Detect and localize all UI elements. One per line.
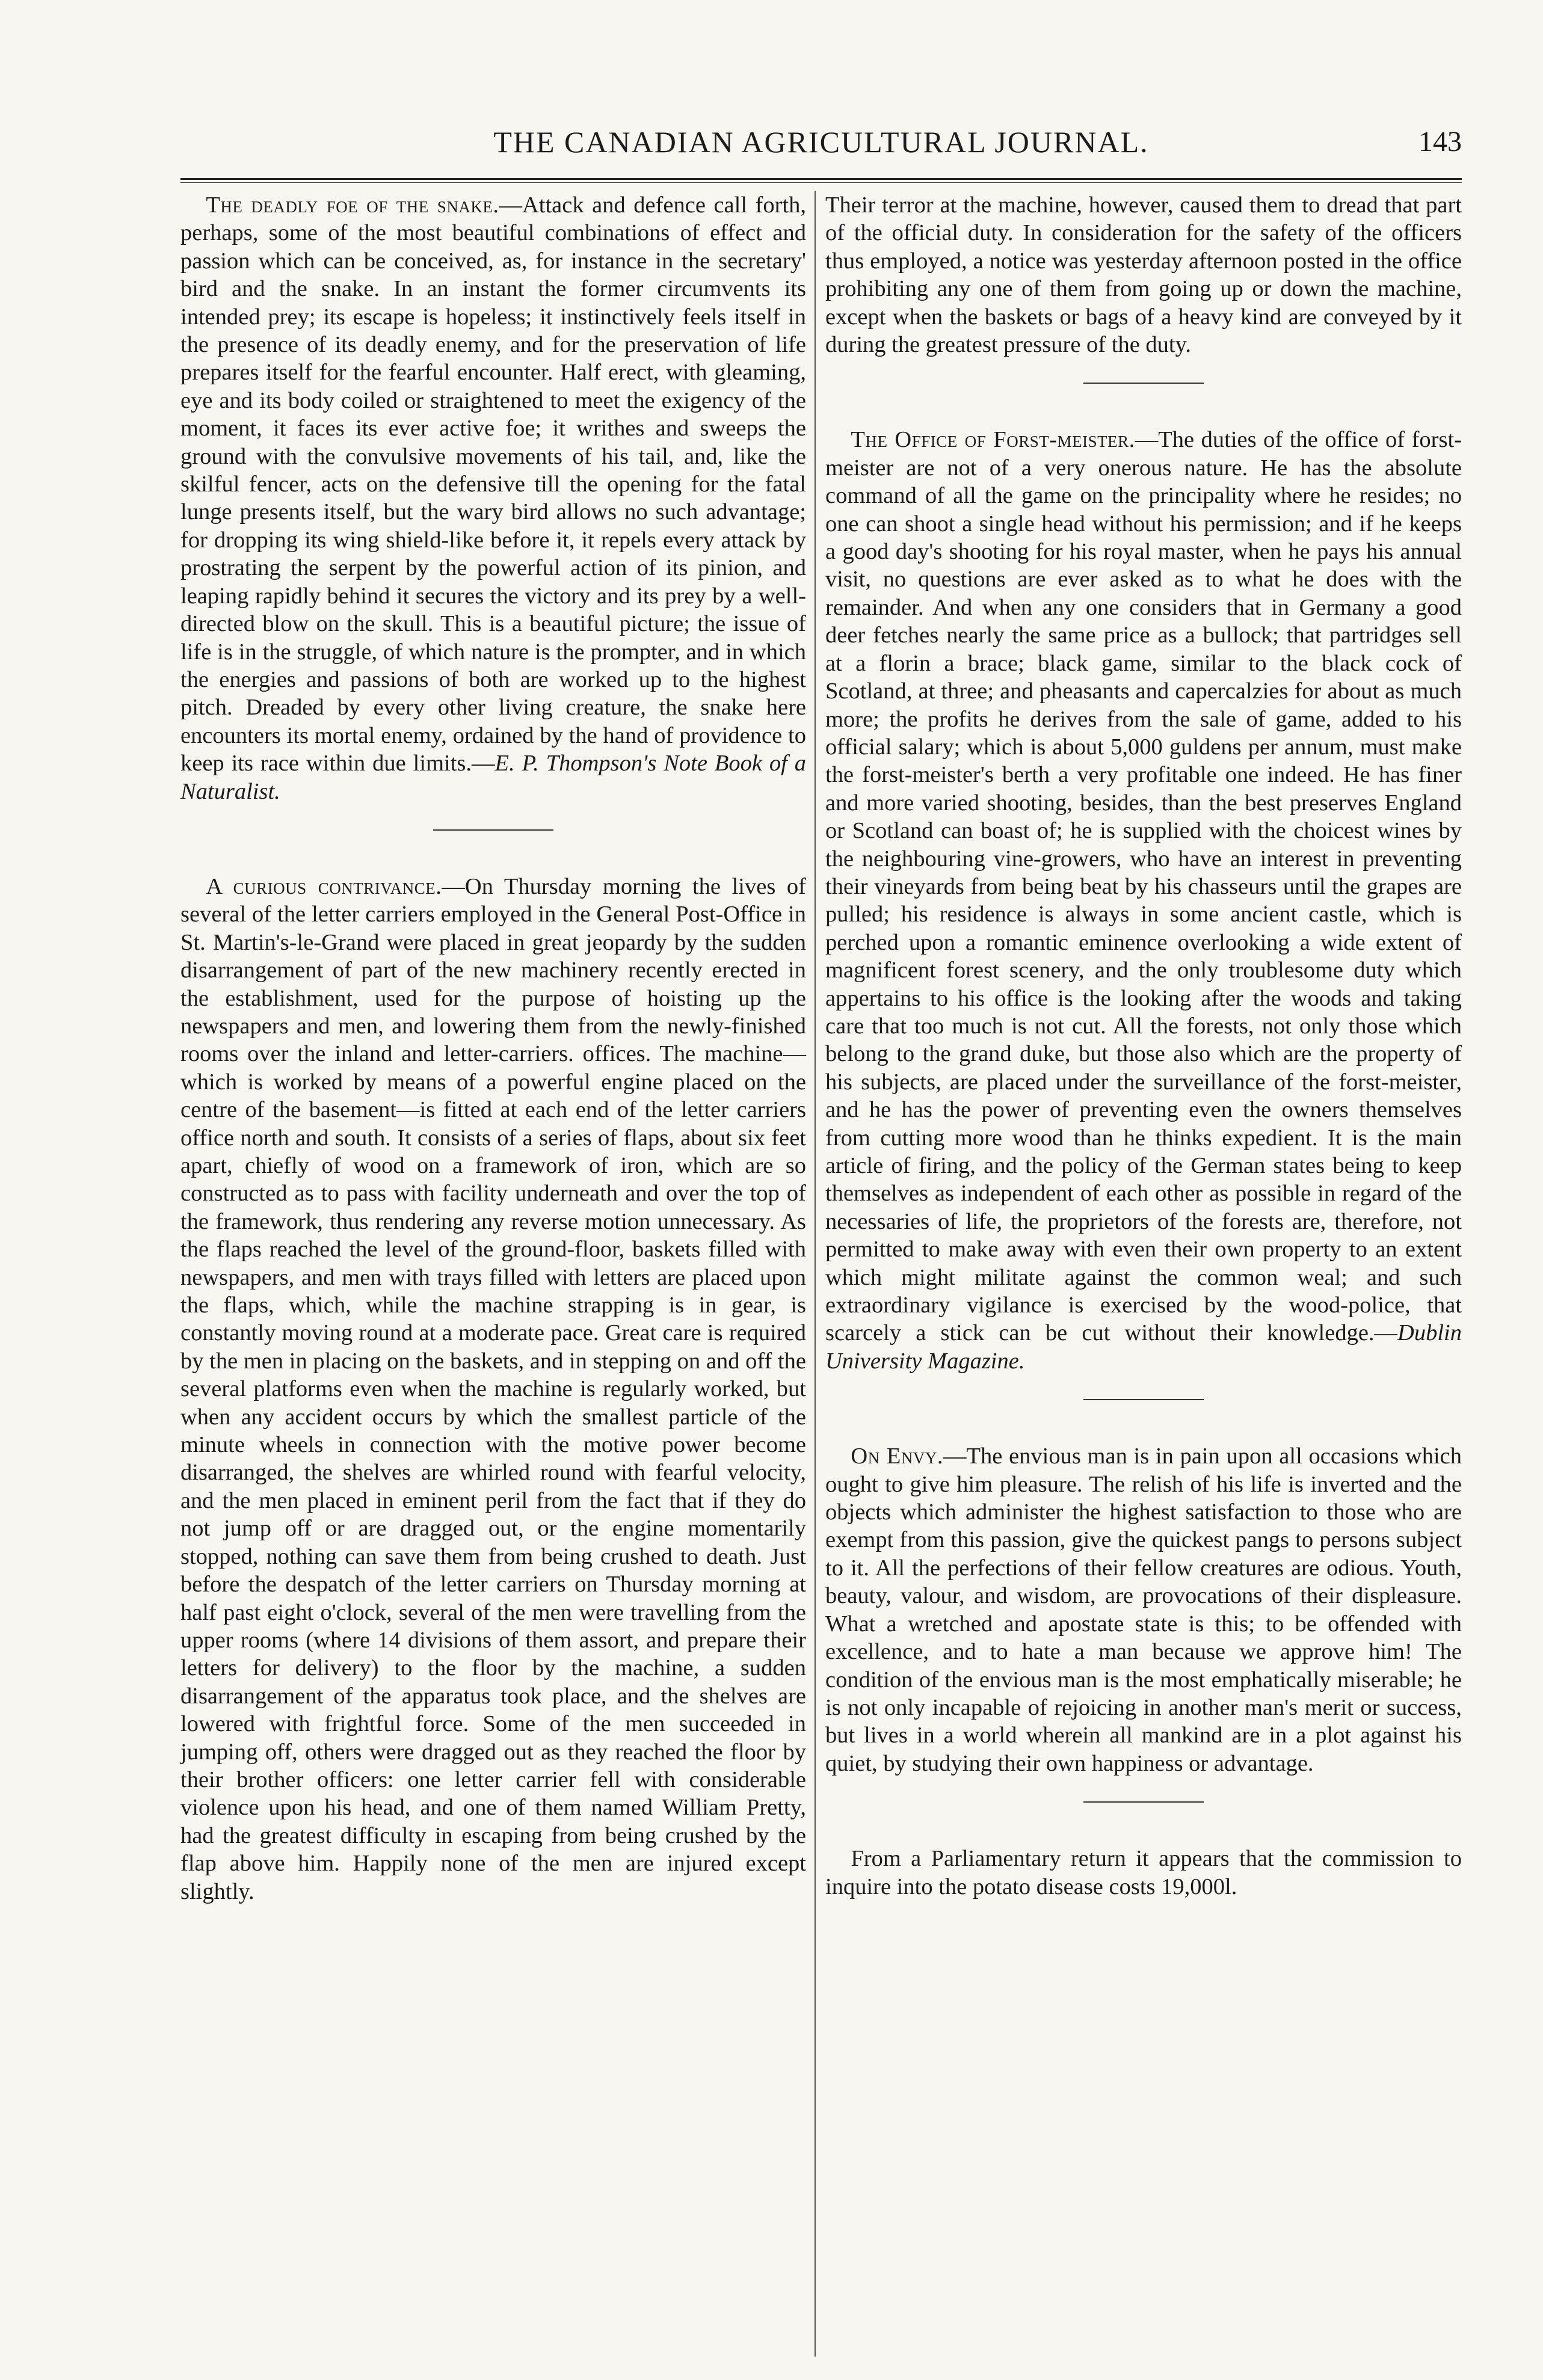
article-separator [1083,1399,1204,1400]
article-envy [825,1442,1462,1777]
article-separator [433,829,553,831]
article-lead: A curious contrivance. [206,873,442,899]
article-source: Dublin University Magazine. [825,1320,1462,1374]
article-separator [1083,1801,1204,1803]
article-body: From a Parliamentary return it appears that the commission to inquire into the potato disease costs 19,000l. [825,1846,1462,1899]
running-title: THE CANADIAN AGRICULTURAL JOURNAL. [493,125,1149,159]
article-body: —The envious man is in pain upon all occasions which ought to give him pleasure. The relish of his life is inverted and the objects which administer the highest satisfaction to those who are exempt from this passion, give the quickest pangs to persons subject to it. All the perfections of their fellow creatures are odious. Youth, beauty, valour, and wisdom, are provocations of their displeasure. What a wretched and apostate state is this; to be offended with excellence, and to hate a man because we approve him! The condition of the envious man is the most emphatically miserable; he is not only incapable of rejoicing in another man's merit or success, but lives in a world wherein all mankind are in a plot against his quiet, by studying their own happiness or advantage. [825,1444,1462,1776]
article-lead: On Envy. [851,1444,943,1469]
article-body: —The duties of the office of forst-meister are not of a very onerous nature. He has the absolute command of all the game on the principality where he resides; no one can shoot a single head without his permission; and if he keeps a good day's shooting for his royal master, when he pays his annual visit, no questions are ever asked as to what he does with the remainder. And when any one considers that in Germany a good deer fetches nearly the same price as a bullock; that partridges sell at a florin a brace; black game, similar to the black cock of Scotland, at three; and pheasants and capercalzies for about as much more; the profits he derives from the sale of game, added to his official salary; which is about 5,000 guldens per annum, must make the forst-meister's berth a very profitable one indeed. He has finer and more varied shooting, besides, than the best preserves England or Scotland can boast of; he is supplied with the choicest wines by the neighbouring vine-growers, who have an interest in preventing their vineyards from being beat by his chasseurs until the grapes are pulled; his residence is always in some ancient castle, which is perched upon a romantic eminence overlooking a wide extent of magnificent forest scenery, and the only troublesome duty which appertains to his office is the looking after the woods and taking care that too much is not cut. All the forests, not only those which belong to the grand duke, but those also which are the property of his subjects, are placed under the surveillance of the forst-meister, and he has the power of preventing even the owners themselves from cutting more wood than he thinks expedient. It is the main article of firing, and the policy of the German states being to keep themselves as independent of each other as possible in regard of the necessaries of life, the proprietors of the forests are, therefore, not permitted to make away with even their own property to an extent which might militate against the common weal; and such extraordinary vigilance is exercised by the wood-police, that scarcely a stick can be cut without their knowledge.— [825,427,1462,1346]
article-snake [180,191,806,805]
article-contrivance [180,873,806,1905]
article-body: —On Thursday morning the lives of several of the letter carriers employed in the General Post-Office in St. Martin's-le-Grand were placed in great jeopardy by the sudden disarrangement of part of the new machinery recently erected in the establishment, used for the purpose of hoisting up the newspapers and men, and lowering them from the newly-finished rooms over the inland and letter-carriers. offices. The machine—which is worked by means of a powerful engine placed on the centre of the basement—is fitted at each end of the letter carriers office north and south. It consists of a series of flaps, about six feet apart, chiefly of wood on a framework of iron, which are so constructed as to pass with facility underneath and over the top of the framework, thus rendering any reverse motion unnecessary. As the flaps reached the level of the ground-floor, baskets filled with newspapers, and men with trays filled with letters are placed upon the flaps, which, while the machine strapping is in gear, is constantly moving round at a moderate pace. Great care is required by the men in placing on the baskets, and in stepping on and off the several platforms even when the machine is regularly worked, but when any accident occurs by which the smallest particle of the minute wheels in connection with the motive power become disarranged, the shelves are whirled round with fearful velocity, and the men placed in eminent peril from the fact that if they do not jump off or are dragged out, or the engine momentarily stopped, nothing can save them from being crushed to death. Just before the despatch of the letter carriers on Thursday morning at half past eight o'clock, several of the men were travelling from the upper rooms (where 14 divisions of them assort, and prepare their letters for delivery) to the floor by the machine, a sudden disarrangement of the apparatus took place, and the shelves are lowered with frightful force. Some of the men succeeded in jumping off, others were dragged out as they reached the floor by their brother officers: one letter carrier fell with considerable violence upon his head, and one of them named William Pretty, had the greatest difficulty in escaping from being crushed by the flap above him. Happily none of the men are injured except slightly. [180,873,806,1904]
right-column [825,191,1462,1901]
header-rule-thin [180,182,1462,183]
article-body: Their terror at the machine, however, caused them to dread that part of the official duty. In consideration for the safety of the officers thus employed, a notice was yesterday afternoon posted in the office prohibiting any one of them from going up or down the machine, except when the baskets or bags of a heavy kind are conveyed by it during the greatest pressure of the duty. [825,192,1462,358]
article-source: E. P. Thompson's Note Book of a Naturalist. [180,751,806,804]
article-lead: The Office of Forst-meister. [851,427,1135,453]
page-header [180,118,1462,166]
page-number: 143 [1418,126,1462,158]
article-contrivance-continued [825,191,1462,358]
header-rule [180,178,1462,180]
column-divider [815,191,816,2357]
article-potato [825,1845,1462,1901]
left-column [180,191,806,1905]
article-lead: The deadly foe of the snake. [206,192,499,218]
article-body: —Attack and defence call forth, perhaps, some of the most beautiful combinations of effect and passion which can be conceived, as, for instance in the secretary' bird and the snake. In an instant the former circumvents its intended prey; its escape is hopeless; it instinctively feels itself in the presence of its deadly enemy, and for the preservation of life prepares itself for the fearful encounter. Half erect, with gleaming, eye and its body coiled or straightened to meet the exigency of the moment, it faces its ever active foe; it writhes and sweeps the ground with the convulsive movements of his tail, and, like the skilful fencer, acts on the defensive till the opening for the fatal lunge presents itself, but the wary bird allows no such advantage; for dropping its wing shield-like before it, it repels every attack by prostrating the serpent by the powerful action of its pinion, and leaping rapidly behind it secures the victory and its prey by a well-directed blow on the skull. This is a beautiful picture; the issue of life is in the struggle, of which nature is the prompter, and in which the energies and passions of both are worked up to the highest pitch. Dreaded by every other living creature, the snake here encounters its mortal enemy, ordained by the hand of providence to keep its race within due limits.— [180,192,807,776]
article-forstmeister [825,426,1462,1375]
article-separator [1083,383,1204,384]
